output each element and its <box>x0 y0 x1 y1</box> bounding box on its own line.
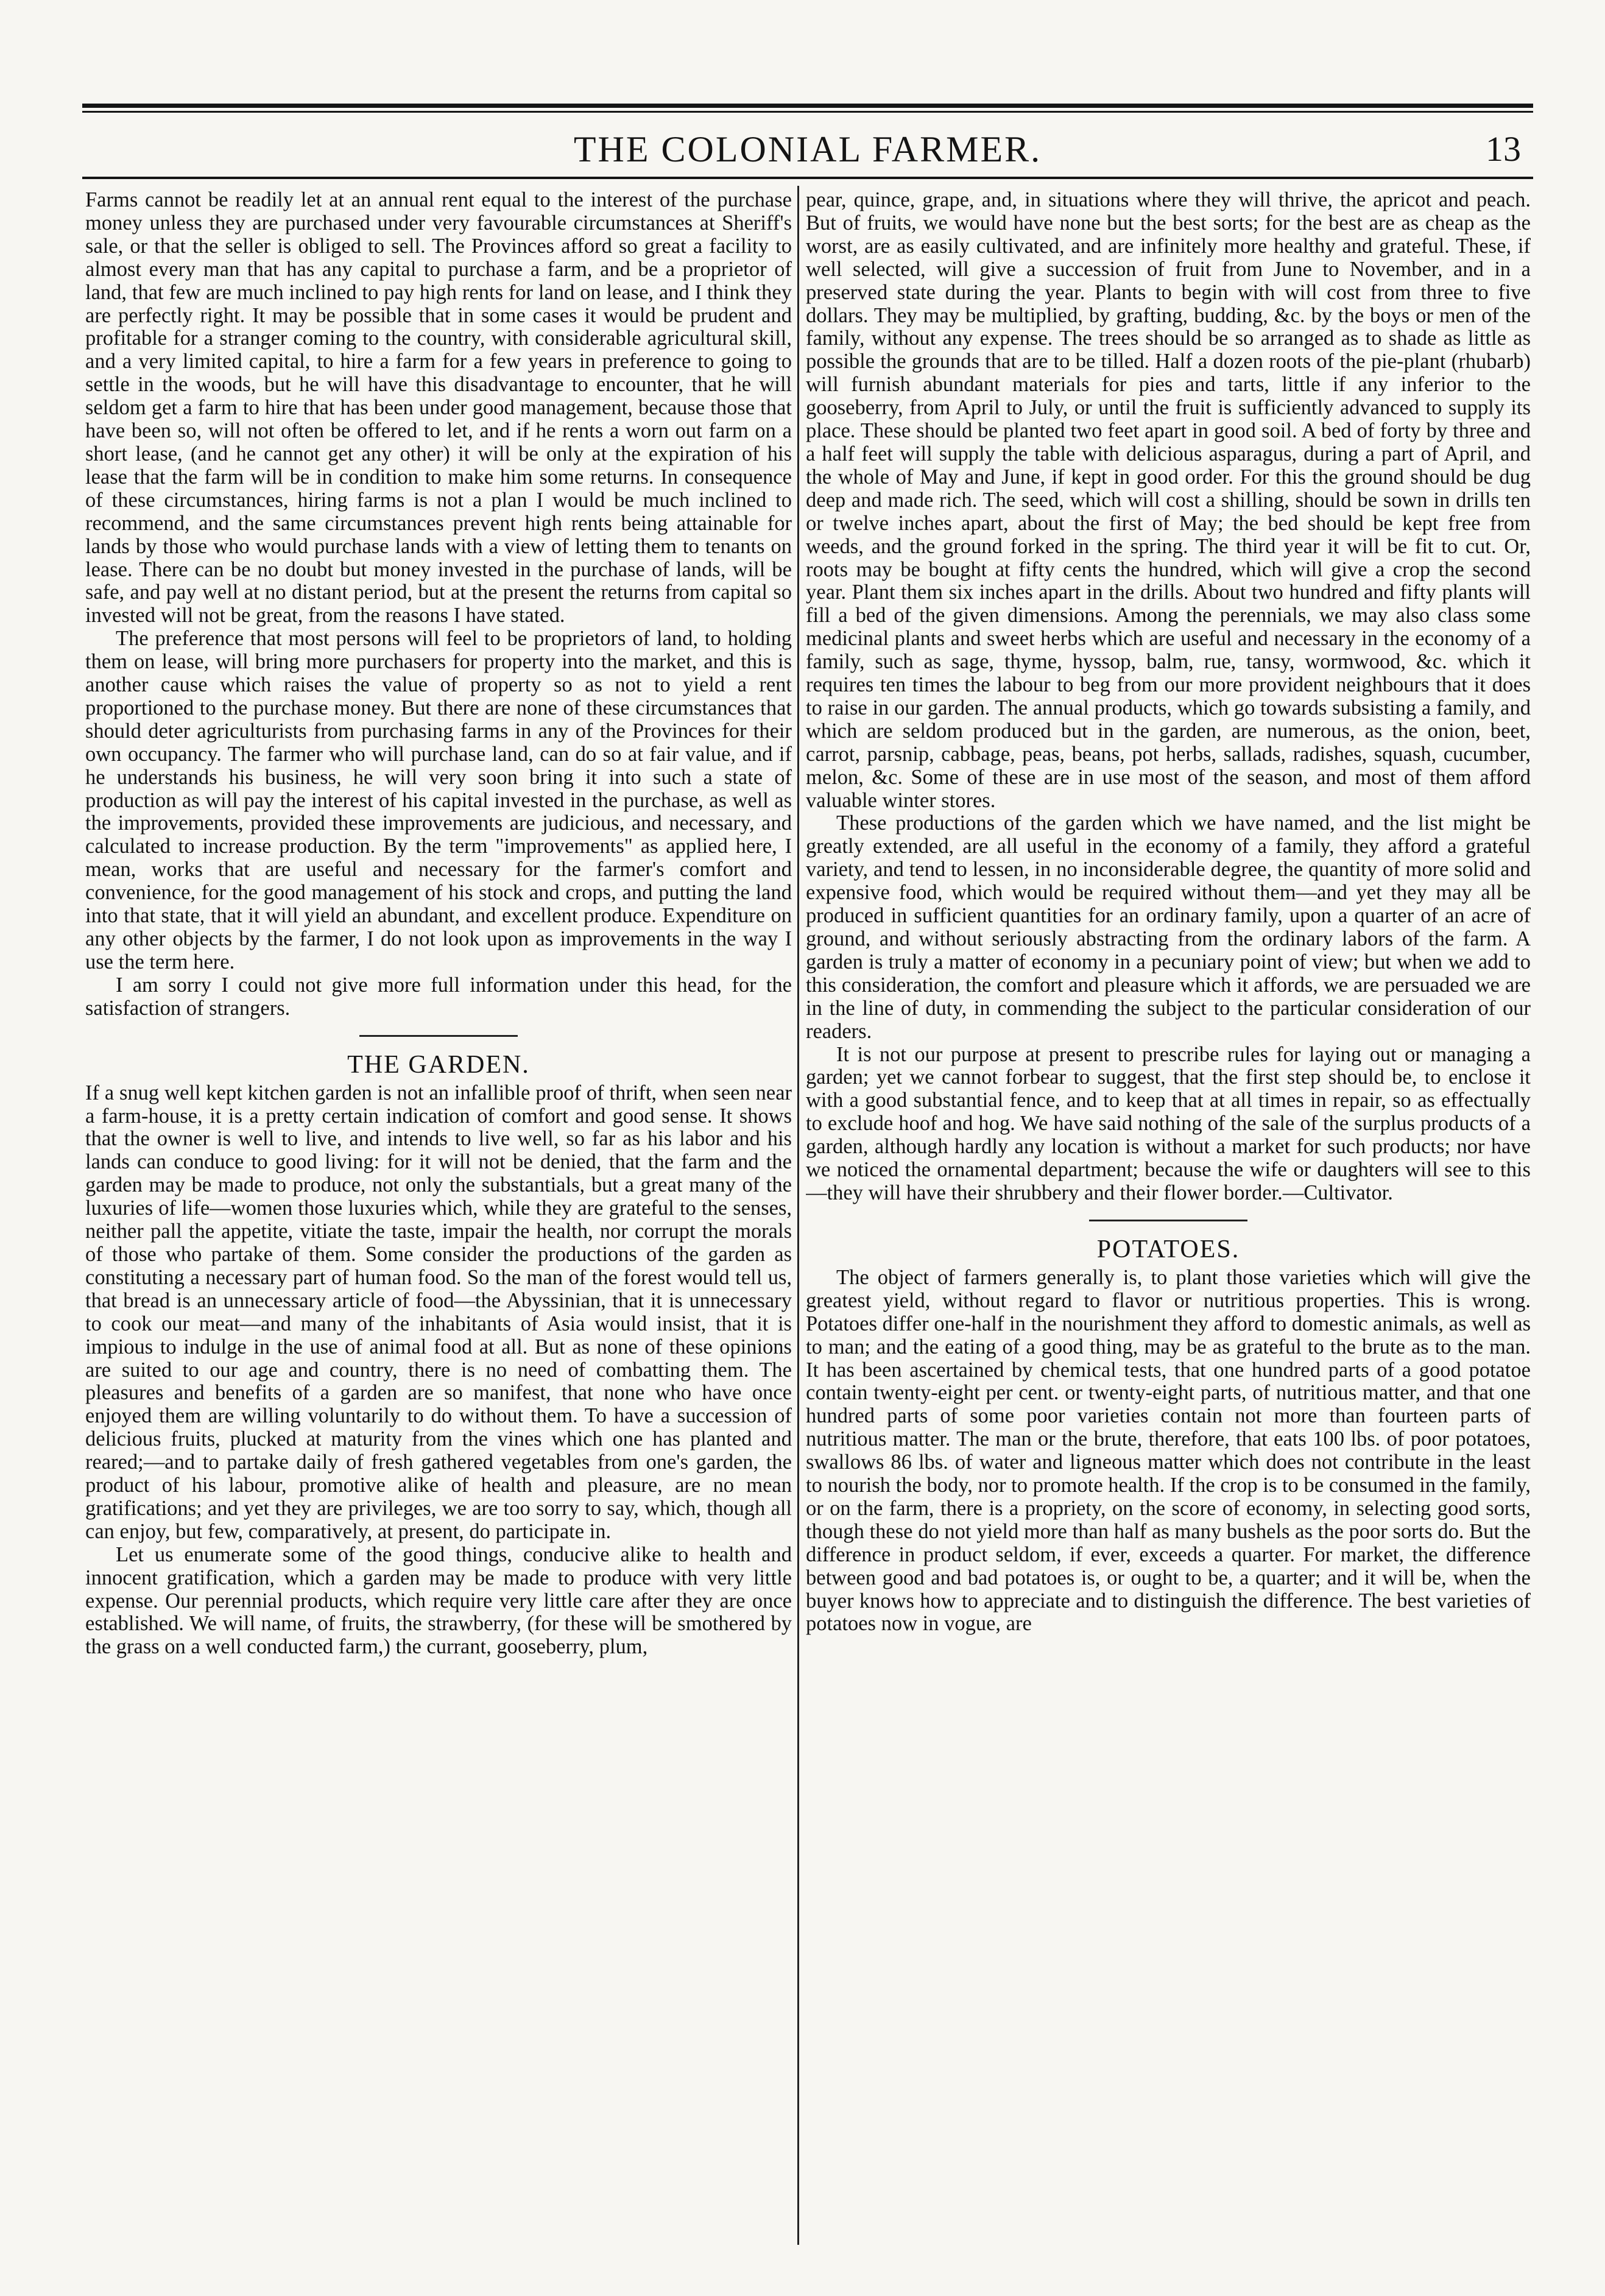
paragraph-garden-continued: pear, quince, grape, and, in situations where they will thrive, the apricot and peach. But of fruits, we would have none but the best sorts; for the best are as cheap as the worst, are as easily cultivated, and are infinitely more healthy and grateful. These, if well selected, will give a succession of fruit from June to November, and in a preserved state during the year. Plants to begin with will cost from three to five dollars. They may be multiplied, by grafting, budding, &c. by the boys or men of the family, without any expense. The trees should be so arranged as to shade as little as possible the grounds that are to be tilled. Half a dozen roots of the pie-plant (rhubarb) will furnish abundant materials for pies and tarts, little if any inferior to the gooseberry, from April to July, or until the fruit is sufficiently advanced to supply its place. These should be planted two feet apart in good soil. A bed of forty by three and a half feet will supply the table with delicious asparagus, during a part of April, and the whole of May and June, if kept in good order. For this the ground should be dug deep and made rich. The seed, which will cost a shilling, should be sown in drills ten or twelve inches apart, about the first of May; the bed should be kept free from weeds, and the ground forked in the spring. The third year it will be fit to cut. Or, roots may be bought at fifty cents the hundred, which will give a crop the second year. Plant them six inches apart in the drills. About two hundred and fifty plants will fill a bed of the given dimensions. Among the perennials, we may also class some medicinal plants and sweet herbs which are useful and necessary in the economy of a family, such as sage, thyme, hyssop, balm, rue, tansy, wormwood, &c. which it requires ten times the labour to beg from our more provident neighbours that it does to raise in our garden. The annual products, which go towards subsisting a family, and which are seldom produced but in the garden, are numerous, as the onion, beet, carrot, parsnip, cabbage, peas, beans, pot herbs, sallads, radishes, squash, cucumber, melon, &c. Some of these are in use most of the season, and most of them afford valuable winter stores. <box>806 189 1531 812</box>
section-divider-rule <box>359 1035 518 1037</box>
section-divider-rule <box>1089 1220 1247 1221</box>
header-double-rule-thin <box>82 111 1533 113</box>
publication-title: THE COLONIAL FARMER. <box>573 129 1042 169</box>
paragraph-garden-purpose: It is not our purpose at present to prescribe rules for laying out or managing a garden; yet we cannot forbear to suggest, that the first step should be, to enclose it with a good substantial fence, and to keep that at all times in repair, so as effectually to exclude hoof and hog. We have said nothing of the sale of the surplus products of a garden, although hardly any location is without a market for such products; nor have we noticed the ornamental department; because the wife or daughters will see to this—they will have their shrubbery and their flower border.—Cultivator. <box>806 1042 1531 1204</box>
header-double-rule-thick <box>82 104 1533 108</box>
paragraph-garden-productions: These productions of the garden which we have named, and the list might be greatly extended, are all useful in the economy of a family, they afford a grateful variety, and tend to lessen, in no inconsiderable degree, the quantity of more solid and expensive food, which would be required without them—and yet they may all be produced in sufficient quantities for an ordinary family, upon a quarter of an acre of ground, and without seriously abstracting from the ordinary labors of the farm. A garden is truly a matter of economy in a pecuniary point of view; but when we add to this consideration, the comfort and pleasure which it affords, we are persuaded we are in the line of duty, in commending the subject to the particular consideration of our readers. <box>806 811 1531 1043</box>
paragraph-sorry: I am sorry I could not give more full information under this head, for the satisfaction of strangers. <box>85 973 792 1020</box>
masthead <box>82 125 1533 174</box>
paragraph-garden-intro: If a snug well kept kitchen garden is not an infallible proof of thrift, when seen near a farm-house, it is a pretty certain indication of comfort and good sense. It shows that the owner is well to live, and intends to live well, so far as his labor and his lands can conduce to good living: for it will not be denied, that the farm and the garden may be made to produce, not only the substantials, but a great many of the luxuries of life—women those luxuries which, while they are grateful to the senses, neither pall the appetite, vitiate the taste, impair the health, nor corrupt the morals of those who partake of them. Some consider the productions of the garden as constituting a necessary part of human food. So the man of the forest would tell us, that bread is an unnecessary article of food—the Abyssinian, that it is unnecessary to cook our meat—and many of the inhabitants of Asia would insist, that it is impious to indulge in the use of animal food at all. But as none of these opinions are suited to our age and country, there is no need of combatting them. The pleasures and benefits of a garden are so manifest, that none who have once enjoyed them are willing voluntarily to do without them. To have a succession of delicious fruits, plucked at maturity from the vines which one has planted and reared;—and to partake daily of fresh gathered vegetables from one's garden, the product of his labour, promotive alike of health and pleasure, are no mean gratifications; and yet they are privileges, we are too sorry to say, which, though all can enjoy, but few, comparatively, at present, do participate in. <box>85 1081 792 1543</box>
paragraph-preference: The preference that most persons will feel to be proprietors of land, to holding them on lease, will bring more purchasers for property into the market, and this is another cause which raises the value of property so as not to yield a rent proportioned to the purchase money. But there are none of these circumstances that should deter agriculturists from purchasing farms in any of the Provinces for their own occupancy. The farmer who will purchase land, can do so at fair value, and if he understands his business, he will very soon bring it into such a state of production as will pay the interest of his capital invested in the purchase, as well as the improvements, provided these improvements are judicious, and necessary, and calculated to increase production. By the term "improvements" as applied here, I mean, works that are useful and necessary for the farmer's comfort and convenience, for the good management of his stock and crops, and putting the land into that state, that it will yield an abundant, and excellent produce. Expenditure on any other objects by the farmer, I do not look upon as improvements in the way I use the term here. <box>85 627 792 973</box>
column-divider <box>797 186 799 2245</box>
paragraph-potatoes: The object of farmers generally is, to plant those varieties which will give the greatest yield, without regard to flavor or nutritious properties. This is wrong. Potatoes differ one-half in the nourishment they afford to domestic animals, as well as to man; and the eating of a good thing, may be as grateful to the brute as to the man. It has been ascertained by chemical tests, that one hundred parts of a good potatoe contain twenty-eight per cent. or twenty-eight parts, of nutritious matter, and that one hundred parts of some poor varieties contain not more than fourteen parts of nutritious matter. The man or the brute, therefore, that eats 100 lbs. of poor potatoes, swallows 86 lbs. of water and ligneous matter which does not contribute in the least to nourish the body, nor to promote health. If the crop is to be consumed in the family, or on the farm, there is a propriety, on the score of economy, in selecting good sorts, though these do not yield more than half as many bushels as the poor sorts do. But the difference in product seldom, if ever, exceeds a quarter. For market, the difference between good and bad potatoes is, or ought to be, a quarter; and it will be, when the buyer knows how to appreciate and to distinguish the difference. The best varieties of potatoes now in vogue, are <box>806 1265 1531 1636</box>
left-column <box>85 189 792 2242</box>
masthead-bottom-rule <box>82 177 1533 179</box>
page-number: 13 <box>1486 129 1521 169</box>
right-column <box>806 189 1531 2242</box>
paragraph-garden-enumerate: Let us enumerate some of the good things, conducive alike to health and innocent gratification, which a garden may be made to produce with very little expense. Our perennial products, which require very little care after they are once established. We will name, of fruits, the strawberry, (for these will be smothered by the grass on a well conducted farm,) the currant, gooseberry, plum, <box>85 1542 792 1659</box>
heading-the-garden: THE GARDEN. <box>347 1050 530 1079</box>
heading-potatoes: POTATOES. <box>1096 1235 1240 1263</box>
paragraph-farm-rents: Farms cannot be readily let at an annual rent equal to the interest of the purchase money unless they are purchased under very favourable circumstances at Sheriff's sale, or that the seller is obliged to sell. The Provinces afford so great a facility to almost every man that has any capital to purchase a farm, and be a proprietor of land, that few are much inclined to pay high rents for land on lease, and I think they are perfectly right. It may be possible that in some cases it would be prudent and profitable for a stranger coming to the country, with considerable agricultural skill, and a very limited capital, to hire a farm for a few years in preference to going to settle in the woods, but he will have this disadvantage to encounter, that he will seldom get a farm to hire that has been under good management, because those that have been so, will not often be offered to let, and if he rents a worn out farm on a short lease, (and he cannot get any other) it will be only at the expiration of his lease that the farm will be in condition to make him some returns. In consequence of these circumstances, hiring farms is not a plan I would be much inclined to recommend, and the same circumstances prevent high rents being attainable for lands by those who would purchase lands with a view of letting them to tenants on lease. There can be no doubt but money invested in the purchase of lands, will be safe, and pay well at no distant period, but at the present the returns from capital so invested will not be great, from the reasons I have stated. <box>85 189 792 627</box>
